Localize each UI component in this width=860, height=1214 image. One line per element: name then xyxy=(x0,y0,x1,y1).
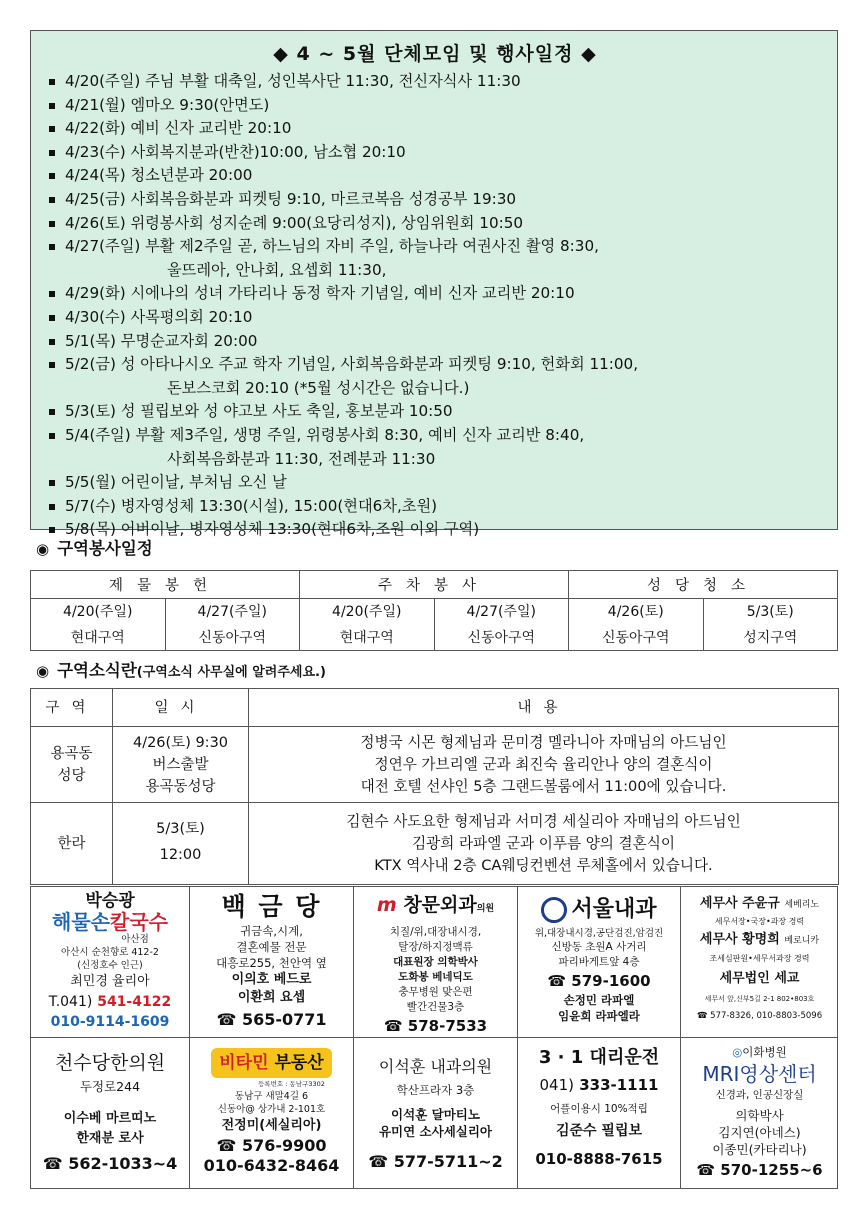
news-note: (구역소식 사무실에 알려주세요.) xyxy=(136,665,326,680)
circle-bullet-icon: ◉ xyxy=(36,540,50,558)
schedule-item: 4/21(월) 엠마오 9:30(안면도) xyxy=(45,94,825,118)
news-header-area: 구역 xyxy=(31,689,113,727)
news-content: 정병국 시몬 형제님과 문미경 멜라니아 자매님의 아드님인 정연우 가브리엘 군과 최진숙 율리안나 양의 결혼식이 대전 호텔 선샤인 5층 그랜드볼룸에서 11:00에 있습니다. xyxy=(249,727,839,803)
service-date: 4/27(주일) xyxy=(165,599,300,624)
schedule-item: 4/20(주일) 주님 부활 대축일, 성인복사단 11:30, 전신자식사 11:30 xyxy=(45,70,825,94)
ad-baekgeumdang: 백 금 당 귀금속,시계, 결혼예물 전문 대흥로255, 천안역 옆 이의호 베드로 이환희 요셉 ☎ 565-0771 xyxy=(190,887,354,1038)
advertisement-grid xyxy=(30,886,838,1189)
service-date: 4/20(주일) xyxy=(300,599,435,624)
ad-cheonsudang: 천수당한의원 두정로244 이수베 마르띠노 한재분 로사 ☎ 562-1033~4 xyxy=(31,1038,190,1189)
schedule-item: 5/5(월) 어린이날, 부처님 오신 날 xyxy=(45,471,825,495)
news-time: 4/26(토) 9:30 버스출발 용곡동성당 xyxy=(113,727,249,803)
news-area: 용곡동 성당 xyxy=(31,727,113,803)
service-area: 현대구역 xyxy=(31,624,166,651)
news-area: 한라 xyxy=(31,803,113,885)
schedule-list xyxy=(45,70,825,542)
ad-mri-center: ◎이화병원 MRI영상센터 신경과, 인공신장실 의학박사 김지연(아네스) 이종민(카타리나) ☎ 570-1255~6 xyxy=(696,1045,823,1179)
ad-leeseokhoon-clinic: 이석훈 내과의원 학산프라자 3층 이석훈 달마티노 유미연 소사세실리아 ☎ 577-5711~2 xyxy=(354,1038,518,1189)
schedule-item: 4/22(화) 예비 신자 교리반 20:10 xyxy=(45,117,825,141)
service-group-header: 주차봉사 xyxy=(300,571,569,599)
service-date: 5/3(토) xyxy=(703,599,838,624)
schedule-item: 5/3(토) 성 필립보와 성 야고보 사도 축일, 홍보분과 10:50 xyxy=(45,400,825,424)
service-area: 신동아구역 xyxy=(434,624,569,651)
event-schedule-box xyxy=(30,30,838,539)
circle-bullet-icon: ◉ xyxy=(36,662,50,680)
news-row xyxy=(31,803,839,885)
schedule-item: 4/29(화) 시에나의 성녀 가타리나 동정 학자 기념일, 예비 신자 교리반 20:10 xyxy=(45,282,825,306)
schedule-item: 4/27(주일) 부활 제2주일 곧, 하느님의 자비 주일, 하늘나라 여권사진 촬영 8:30, 울뜨레아, 안나회, 요셉회 11:30, xyxy=(45,235,825,282)
news-header-content: 내용 xyxy=(249,689,839,727)
ad-kalguksu: 박승광 해물손칼국수 아산점 아산시 순천향로 412-2 (신정호수 인근) 최민경 율리아 T.041) 541-4122 010-9114-1609 xyxy=(31,887,190,1038)
schedule-item: 4/25(금) 사회복음화분과 피켓팅 9:10, 마르코복음 성경공부 19:30 xyxy=(45,188,825,212)
service-area: 성지구역 xyxy=(703,624,838,651)
service-date: 4/20(주일) xyxy=(31,599,166,624)
news-table xyxy=(30,688,839,885)
service-area: 신동아구역 xyxy=(165,624,300,651)
service-area: 현대구역 xyxy=(300,624,435,651)
news-header-time: 일시 xyxy=(113,689,249,727)
news-content: 김현수 사도요한 형제님과 서미경 세실리아 자매님의 아드님인 김광희 라파엘 군과 이푸름 양의 결혼식이 KTX 역사내 2층 CA웨딩컨벤션 루체홀에서 있습니다. xyxy=(249,803,839,885)
schedule-item: 5/2(금) 성 아타나시오 주교 학자 기념일, 사회복음화분과 피켓팅 9:10, 헌화회 11:00, 돈보스코회 20:10 (*5월 성시간은 없습니다.) xyxy=(45,353,825,400)
ad-seoul-clinic: 서울내과 위,대장내시경,공단검진,암검진 신방동 초원A 사거리 파리바게트앞 4층 ☎ 579-1600 손정민 라파엘 임윤희 라파엘라 xyxy=(518,887,681,1038)
schedule-item: 4/23(수) 사회복지분과(반찬)10:00, 남소협 20:10 xyxy=(45,141,825,165)
service-section-heading: ◉ 구역봉사일정 xyxy=(36,539,153,558)
service-table xyxy=(30,570,838,651)
schedule-item: 4/30(수) 사목평의회 20:10 xyxy=(45,306,825,330)
ad-changmun-clinic: m 창문외과의원 치질/위,대장내시경, 탈장/하지정맥류 대표원장 의학박사 도화봉 베네딕도 충무병원 맞은편 빨간건물3층 ☎ 578-7533 xyxy=(354,887,518,1038)
schedule-item: 4/26(토) 위령봉사회 성지순례 9:00(요당리성지), 상임위원회 10:50 xyxy=(45,212,825,236)
realty-logo-banner: 비타민 부동산 xyxy=(211,1048,331,1078)
news-row xyxy=(31,727,839,803)
service-group-header: 제물봉헌 xyxy=(31,571,300,599)
hospital-logo-icon: ◎ xyxy=(732,1045,743,1059)
schedule-item: 5/8(목) 어버이날, 병자영성체 13:30(현대6차,조원 이외 구역) xyxy=(45,518,825,542)
news-section-heading: ◉ 구역소식란(구역소식 사무실에 알려주세요.) xyxy=(36,661,326,680)
service-area: 신동아구역 xyxy=(569,624,704,651)
news-time: 5/3(토) 12:00 xyxy=(113,803,249,885)
ad-31-driving: 3 · 1 대리운전 041) 333-1111 어플이용시 10%적립 김준수 필립보 010-8888-7615 xyxy=(518,1038,681,1189)
ad-vitamin-realty: 비타민 부동산 등록번호 : 동남구3302 동남구 새말4길 6 신동아@ 상가내 2-101호 전정미(세실리아) ☎ 576-9900 010-6432-8464 xyxy=(190,1038,354,1189)
clinic-emblem-icon xyxy=(541,897,567,923)
schedule-item: 5/1(목) 무명순교자회 20:00 xyxy=(45,330,825,354)
schedule-title: ◆ 4 ~ 5월 단체모임 및 행사일정 ◆ xyxy=(273,43,597,65)
service-group-header: 성당청소 xyxy=(569,571,838,599)
service-date: 4/26(토) xyxy=(569,599,704,624)
schedule-item: 5/7(수) 병자영성체 13:30(시설), 15:00(현대6차,초원) xyxy=(45,495,825,519)
ad-tax-office: 세무사 주윤규 세베리노 세무서장•국장•과장 경력 세무사 황명희 베로니카 조세심판원•세무서과장 경력 세무법인 세교 세무서 앞,신부5길 2-1 802•803호 ☎ 577-8326, 010-8803-5096 xyxy=(681,887,838,1038)
service-date: 4/27(주일) xyxy=(434,599,569,624)
schedule-item: 4/24(목) 청소년분과 20:00 xyxy=(45,164,825,188)
clinic-logo-icon: m xyxy=(376,894,397,916)
schedule-item: 5/4(주일) 부활 제3주일, 생명 주일, 위령봉사회 8:30, 예비 신자 교리반 8:40, 사회복음화분과 11:30, 전례분과 11:30 xyxy=(45,424,825,471)
